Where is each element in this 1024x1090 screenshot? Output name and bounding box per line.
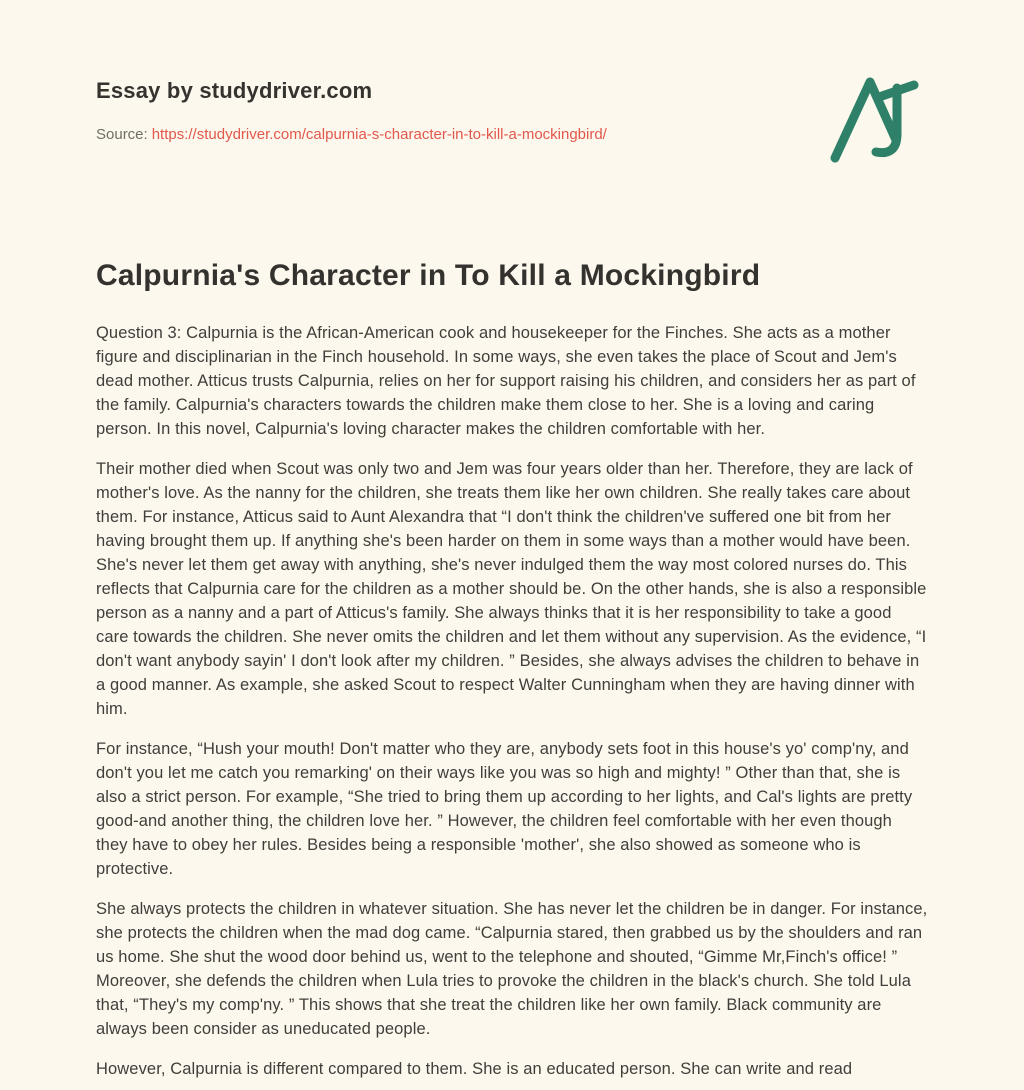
essay-paragraph-3: For instance, “Hush your mouth! Don't matter who they are, anybody sets foot in this house's yo' comp'ny, and don't you let me catch you remarking' on their ways like you was so high and mighty! ” Other than that, she is also a strict person. For example, “She tried to bring them up according to her lights, and Cal's lights are pretty good-and another thing, the children love her. ” However, the children feel comfortable with her even though they have to obey her rules. Besides being a responsible 'mother', she also showed as someone who is protective. — [96, 740, 913, 878]
essay-body — [96, 321, 928, 1081]
source-label: Source: — [96, 126, 148, 143]
page-header — [96, 78, 928, 143]
essay-byline: Essay by studydriver.com — [96, 78, 373, 103]
essay-paragraph-1: Question 3: Calpurnia is the African-American cook and housekeeper for the Finches. She acts as a mother figure and disciplinarian in the Finch household. In some ways, she even takes the place of Scout and Jem's dead mother. Atticus trusts Calpurnia, relies on her for support raising his children, and considers her as part of the family. Calpurnia's characters towards the children make them close to her. She is a loving and caring person. In this novel, Calpurnia's loving character makes the children comfortable with her. — [96, 324, 916, 438]
essay-paragraph-5: However, Calpurnia is different compared to them. She is an educated person. She can write and read — [96, 1060, 853, 1078]
source-link[interactable]: https://studydriver.com/calpurnia-s-character-in-to-kill-a-mockingbird/ — [151, 126, 607, 143]
studydriver-logo-icon — [828, 72, 926, 164]
essay-title: Calpurnia's Character in To Kill a Mockingbird — [96, 259, 761, 292]
essay-paragraph-2: Their mother died when Scout was only two and Jem was four years older than her. Therefore, they are lack of mother's love. As the nanny for the children, she treats them like her own children. She really takes care about them. For instance, Atticus said to Aunt Alexandra that “I don't think the children've suffered one bit from her having brought them up. If anything she's been harder on them in some ways than a mother would have been. She's never let them get away with anything, she's never indulged them the way most colored nurses do. This reflects that Calpurnia care for the children as a mother should be. On the other hands, she is also a responsible person as a nanny and a part of Atticus's family. She always thinks that it is her responsibility to take a good care towards the children. She never omits the children and let them without any supervision. As the evidence, “I don't want anybody sayin' I don't look after my children. ” Besides, she always advises the children to behave in a good manner. As example, she asked Scout to respect Walter Cunningham when they are having dinner with him. — [96, 460, 927, 718]
essay-paragraph-4: She always protects the children in whatever situation. She has never let the children be in danger. For instance, she protects the children when the mad dog came. “Calpurnia stared, then grabbed us by the shoulders and ran us home. She shut the wood door behind us, went to the telephone and shouted, “Gimme Mr,Finch's office! ” Moreover, she defends the children when Lula tries to provoke the children in the black's church. She told Lula that, “They's my comp'ny. ” This shows that she treat the children like her own family. Black community are always been consider as uneducated people. — [96, 900, 928, 1038]
source-line — [96, 126, 928, 143]
